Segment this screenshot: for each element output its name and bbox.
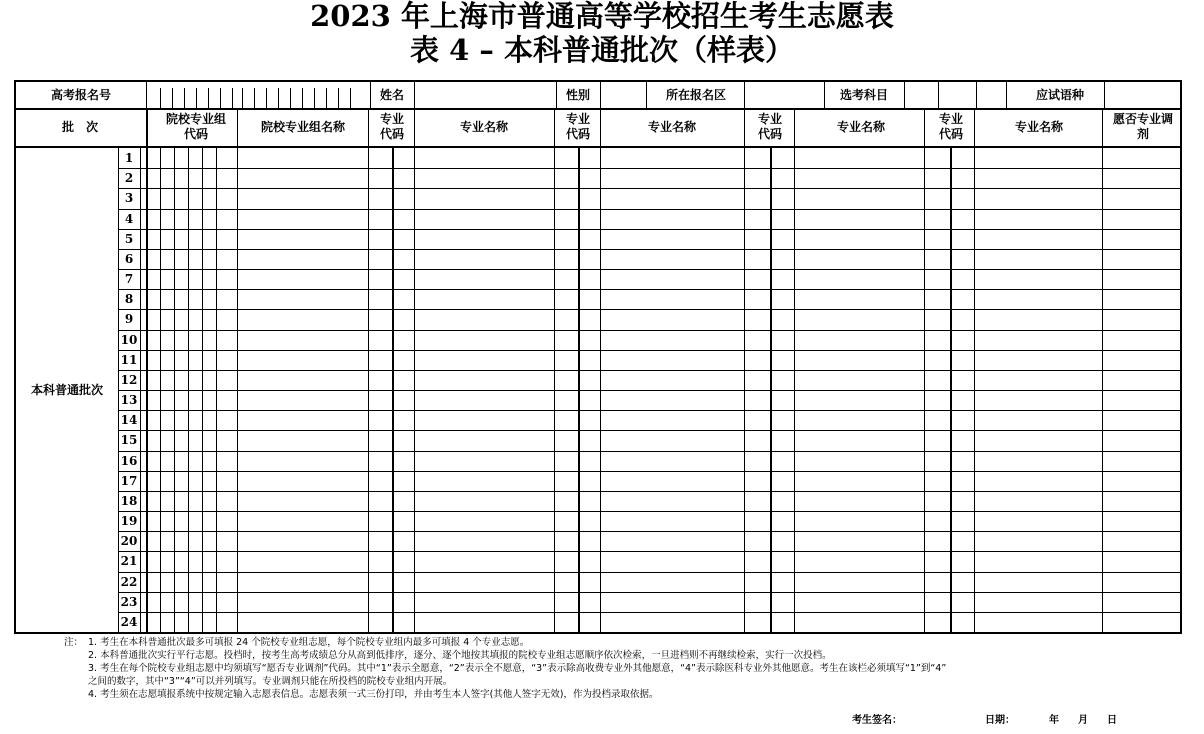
row-number: 7 [124, 272, 134, 286]
note-item-4: 4. 考生须在志愿填报系统中按规定输入志愿表信息。志愿表须一式三份打印，并由考生本人签字(其他人签字无效)，作为投档录取依据。 [88, 689, 659, 700]
major-name-header-2: 专业名称 [647, 119, 696, 134]
note-item-1: 1. 考生在本科普通批次最多可填报 24 个院校专业组志愿，每个院校专业组内最多可填报 4 个专业志愿。 [88, 637, 530, 648]
major-name-header-1: 专业名称 [459, 119, 508, 134]
notes-section [64, 636, 1184, 701]
language-label: 应试语种 [1035, 87, 1084, 102]
form-subtitle: 表 4 – 本科普通批次（样表） [410, 33, 794, 67]
note-item-2: 2. 本科普通批次实行平行志愿。投档时，按考生高考成绩总分从高到低排序，逐分、逐个地按其填报的院校专业组志愿顺序依次检索，一旦进档则不再继续检索，实行一次投档。 [88, 650, 832, 661]
row-number: 13 [120, 393, 138, 407]
exam-id-label: 高考报名号 [50, 87, 111, 102]
batch-header: 批 次 [61, 119, 98, 134]
row-number: 5 [124, 231, 134, 246]
day-label: 日 [1107, 715, 1117, 726]
row-number: 3 [124, 191, 134, 206]
district-label: 所在报名区 [665, 87, 726, 102]
row-number: 8 [124, 292, 134, 307]
major-code-header-3: 专业代码 [757, 112, 782, 141]
major-name-header-4: 专业名称 [1014, 119, 1063, 134]
note-item-3-cont: 之间的数字，其中“3”“4”可以并列填写。专业调剂只能在所投档的院校专业组内开展。 [88, 676, 453, 687]
gender-label: 性别 [565, 87, 590, 102]
adjust-header: 愿否专业调剂 [1112, 112, 1173, 141]
major-name-header-3: 专业名称 [836, 119, 885, 134]
major-code-header-2: 专业代码 [565, 112, 590, 141]
row-numbers [16, 82, 1180, 632]
row-number: 24 [120, 614, 138, 629]
row-number: 18 [120, 493, 138, 508]
row-number: 10 [120, 332, 138, 347]
row-number: 1 [124, 151, 134, 165]
row-number: 6 [124, 251, 134, 266]
row-number: 23 [120, 594, 138, 609]
major-code-header-1: 专业代码 [379, 112, 404, 141]
row-number: 9 [124, 312, 134, 327]
row-number: 21 [120, 554, 138, 569]
row-number: 20 [120, 534, 138, 549]
row-number: 12 [120, 372, 138, 387]
application-form-table [14, 80, 1182, 634]
date-label: 日期： [985, 715, 1015, 726]
year-label: 年 [1049, 715, 1059, 726]
row-number: 17 [120, 473, 138, 488]
row-number: 14 [120, 413, 138, 428]
name-label: 姓名 [379, 87, 404, 102]
row-number: 19 [120, 514, 138, 528]
row-number: 22 [120, 574, 138, 589]
group-name-header: 院校专业组名称 [260, 119, 345, 134]
form-title: 2023 年上海市普通高等学校招生考生志愿表 [310, 0, 894, 33]
month-label: 月 [1078, 715, 1088, 726]
row-number: 2 [124, 171, 134, 186]
notes-prefix: 注： [64, 637, 84, 648]
row-number: 16 [120, 453, 138, 468]
major-code-header-4: 专业代码 [938, 112, 963, 141]
row-number: 11 [120, 352, 138, 367]
batch-name-label: 本科普通批次 [30, 382, 103, 397]
note-item-3: 3. 考生在每个院校专业组志愿中均须填写“愿否专业调剂”代码。其中“1”表示全愿意，“2”表示全不愿意，“3”表示除高收费专业外其他愿意，“4”表示除医科专业外其他愿意。考生在该栏必须填写“1”到“4” [88, 663, 947, 674]
subjects-label: 选考科目 [839, 87, 888, 102]
row-number: 15 [120, 433, 138, 448]
row-number: 4 [124, 211, 134, 226]
group-code-header: 院校专业组代码 [165, 112, 226, 141]
signature-label: 考生签名： [852, 715, 902, 726]
